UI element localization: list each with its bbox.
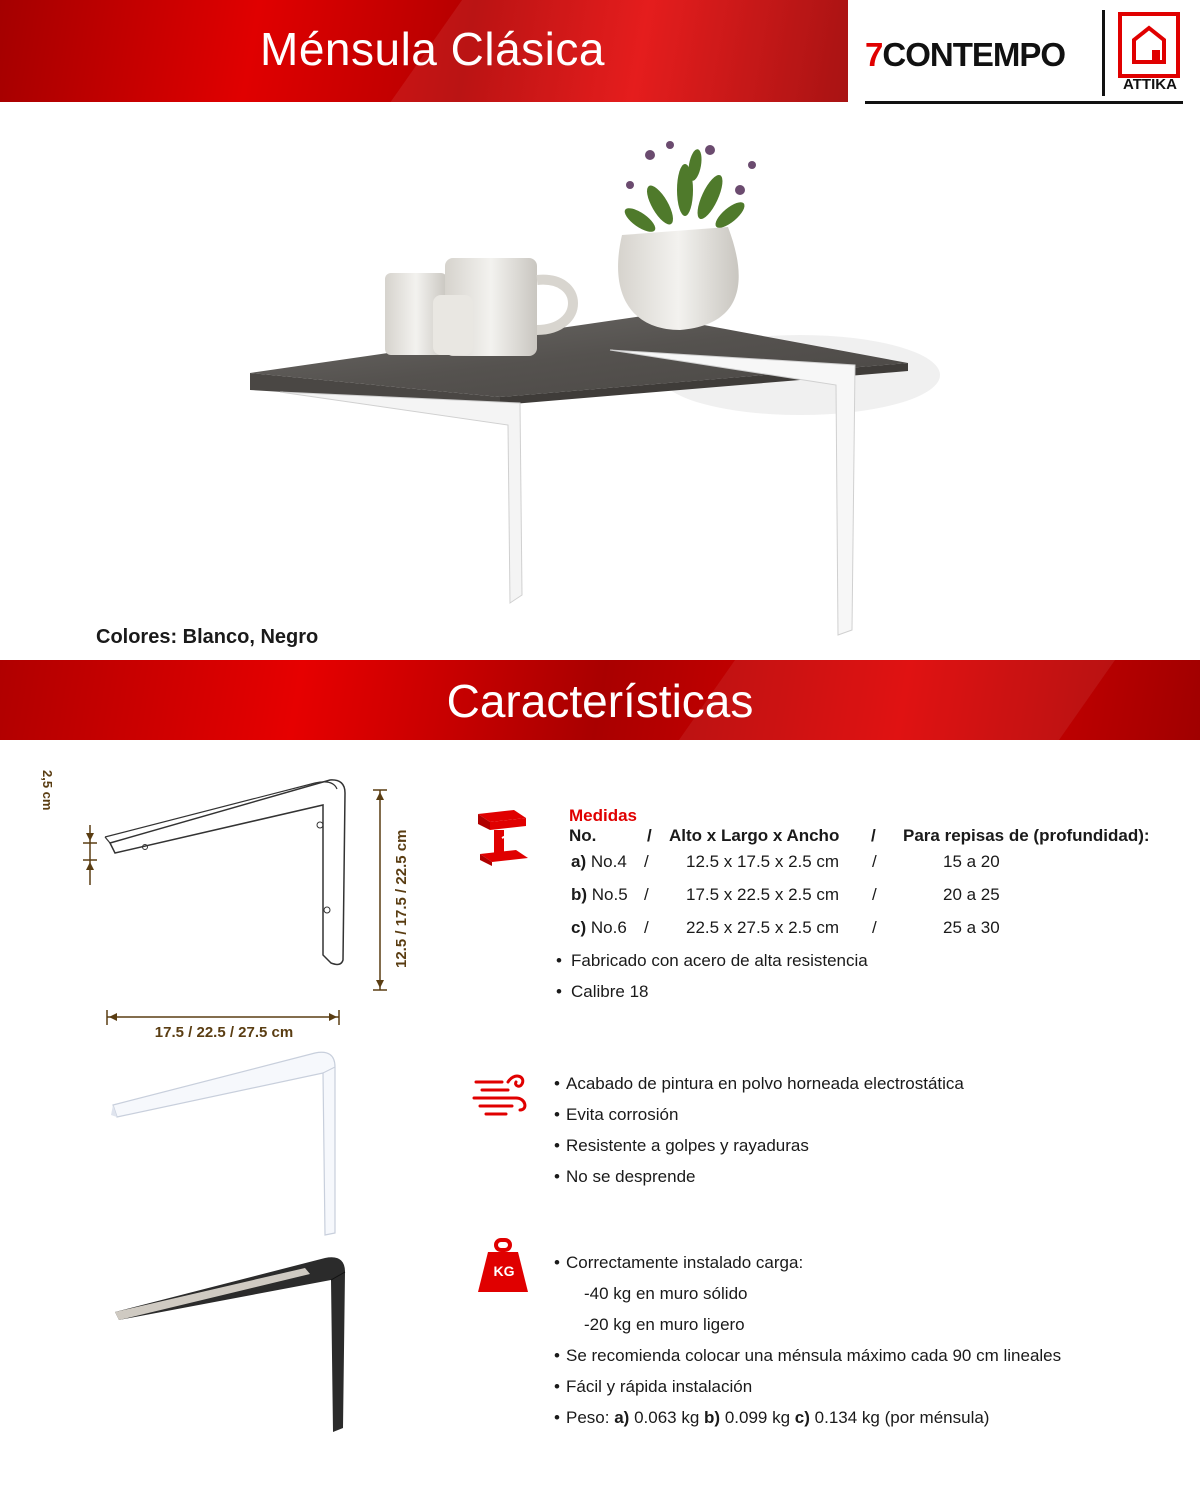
table-cell-sep: / — [872, 852, 877, 871]
table-cell-sep: / — [644, 885, 649, 904]
section-banner — [0, 660, 1200, 740]
table-cell-size: 17.5 x 22.5 x 2.5 cm — [686, 885, 840, 904]
table-header-sep: / — [871, 826, 876, 845]
list-item: • Peso: a) 0.063 kg b) 0.099 kg c) 0.134 kg (por ménsula) — [554, 1408, 990, 1427]
section-title: Características — [446, 675, 754, 727]
list-item: • Acabado de pintura en polvo horneada electrostática — [554, 1074, 964, 1093]
depth-dimension-label: 2,5 cm — [40, 770, 55, 811]
list-item: • Resistente a golpes y rayaduras — [554, 1136, 809, 1155]
contempo-logo: 7CONTEMPO — [865, 36, 1066, 73]
table-cell-size: 22.5 x 27.5 x 2.5 cm — [686, 918, 840, 937]
shelf-product-image — [240, 135, 940, 645]
steel-beam-icon — [472, 808, 532, 868]
logo-divider — [1102, 10, 1105, 96]
logo-underline — [865, 101, 1183, 104]
table-row: c) No.6 — [571, 918, 627, 937]
list-item: -20 kg en muro ligero — [584, 1315, 745, 1334]
table-row: b) No.5 — [571, 885, 628, 904]
table-cell-sep: / — [644, 918, 649, 937]
list-item: • No se desprende — [554, 1167, 696, 1186]
table-header-size: Alto x Largo x Ancho — [669, 826, 840, 845]
table-header-no: No. — [569, 826, 597, 845]
kg-badge-text: KG — [493, 1263, 515, 1279]
table-cell-depth: 25 a 30 — [943, 918, 1000, 937]
table-cell-sep: / — [644, 852, 649, 871]
list-item: • Correctamente instalado carga: — [554, 1253, 804, 1272]
list-item: • Calibre 18 — [556, 982, 649, 1001]
list-item: • Fácil y rápida instalación — [554, 1377, 753, 1396]
table-row: a) No.4 — [571, 852, 627, 871]
height-dimension-label: 12.5 / 17.5 / 22.5 cm — [393, 829, 410, 968]
table-cell-depth: 20 a 25 — [943, 885, 1000, 904]
length-dimension-label: 17.5 / 22.5 / 27.5 cm — [154, 1024, 294, 1041]
bracket-dimension-drawing — [55, 765, 425, 1055]
table-header-depth: Para repisas de (profundidad): — [903, 826, 1150, 845]
list-item: • Fabricado con acero de alta resistencia — [556, 951, 868, 970]
page-title: Ménsula Clásica — [260, 23, 605, 75]
table-cell-sep: / — [872, 918, 877, 937]
table-cell-sep: / — [872, 885, 877, 904]
white-bracket-image — [105, 1045, 345, 1240]
table-caption: Medidas — [569, 806, 638, 825]
available-colors: Colores: Blanco, Negro — [96, 626, 319, 648]
list-item: • Evita corrosión — [554, 1105, 679, 1124]
table-header-sep: / — [647, 826, 652, 845]
attika-logo-text: ATTIKA — [1123, 76, 1177, 93]
list-item: -40 kg en muro sólido — [584, 1284, 748, 1303]
wind-finish-icon — [472, 1068, 532, 1128]
list-item: • Se recomienda colocar una ménsula máximo cada 90 cm lineales — [554, 1346, 1062, 1365]
table-cell-size: 12.5 x 17.5 x 2.5 cm — [686, 852, 840, 871]
table-cell-depth: 15 a 20 — [943, 852, 1000, 871]
black-bracket-image — [105, 1250, 355, 1435]
